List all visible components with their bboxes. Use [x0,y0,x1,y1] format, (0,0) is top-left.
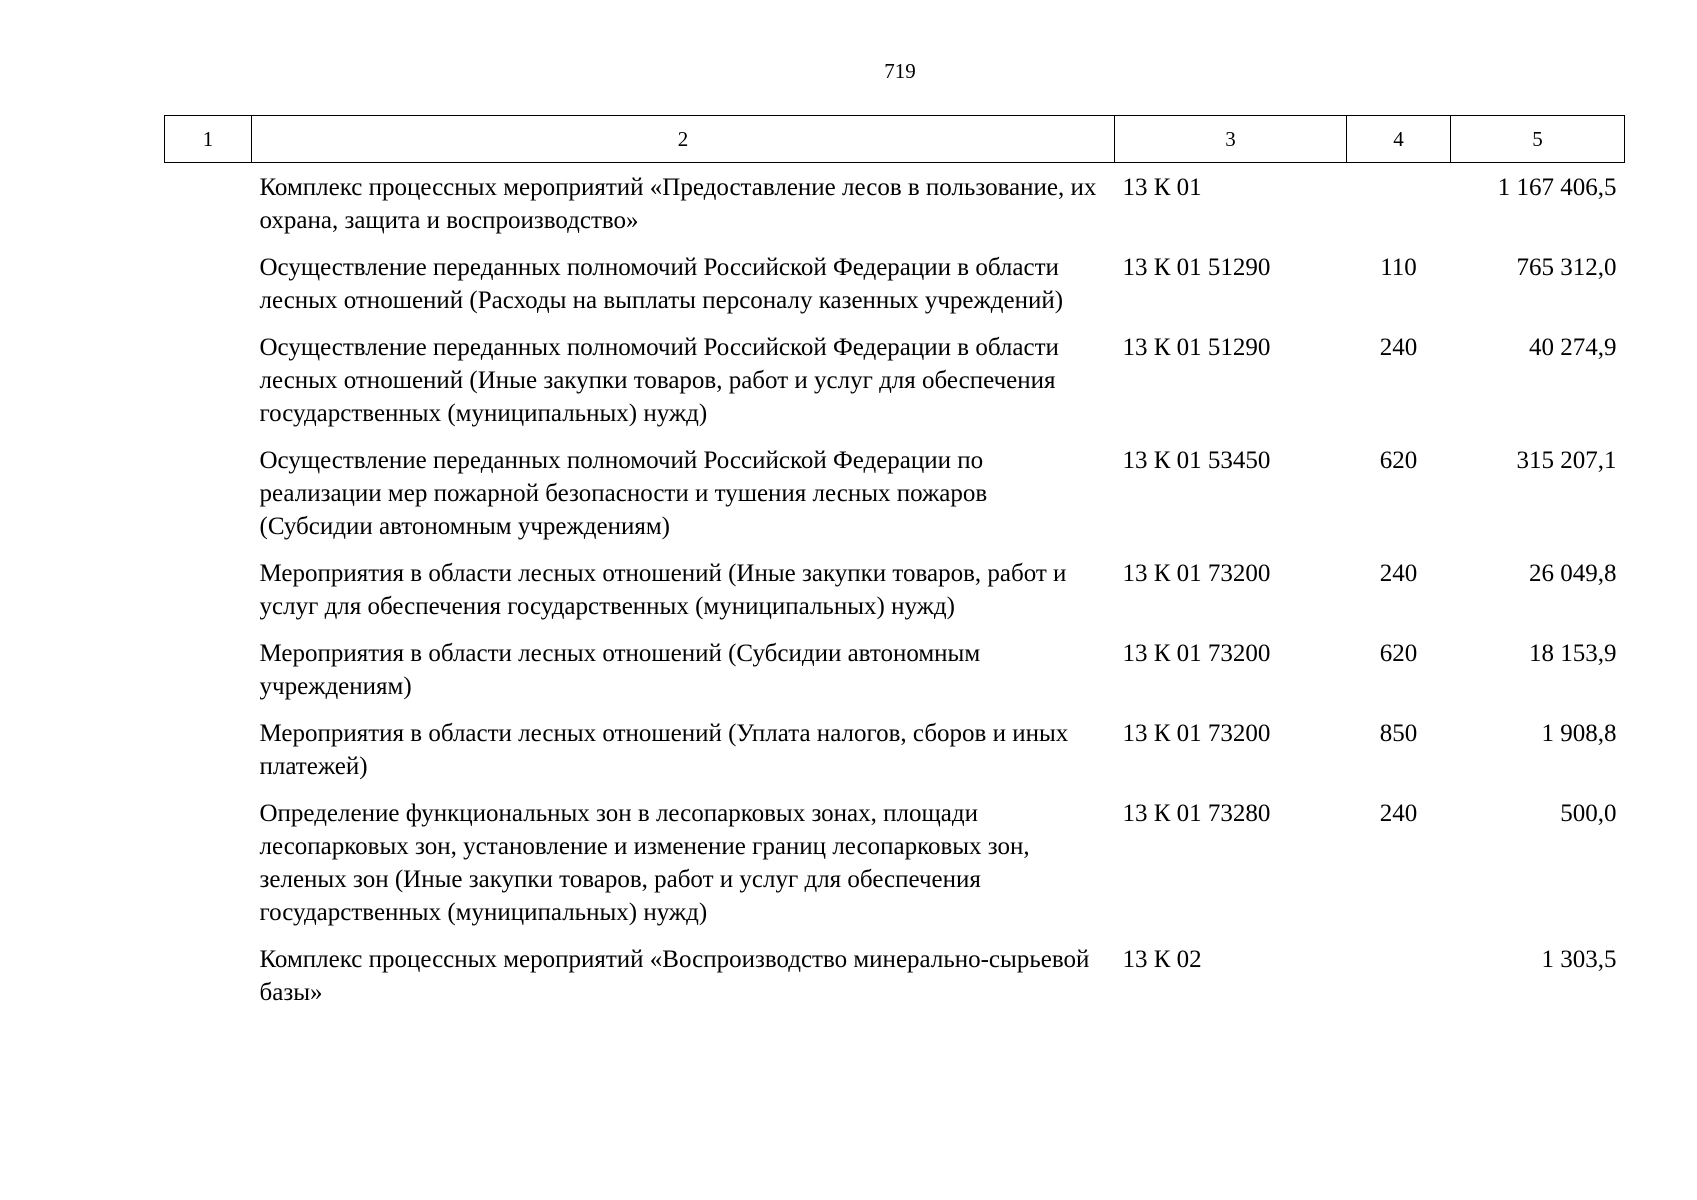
row-name: Комплекс процессных мероприятий «Предоставление лесов в пользование, их охрана, защита и воспроизводство» [259,174,1097,234]
row-name: Мероприятия в области лесных отношений (Иные закупки товаров, работ и услуг для обеспечения государственных (муниципальных) нужд) [259,560,1067,620]
row-name: Определение функциональных зон в лесопарковых зонах, площади лесопарковых зон, установление и изменение границ лесопарковых зон, зеленых зон (Иные закупки товаров, работ и услуг для обеспечения государственных (муниципальных) нужд) [259,800,1030,926]
row-code: 13 К 01 53450 [1122,447,1271,474]
row-index-cell [165,557,252,637]
row-index-cell [165,331,252,444]
page-number: 719 [884,59,916,83]
row-code: 13 К 01 73200 [1122,560,1271,587]
row-code: 13 К 01 73200 [1122,720,1271,747]
row-sum: 765 312,0 [1516,254,1617,281]
table-row [165,331,1625,444]
header-col-5: 5 [1451,116,1625,163]
row-code: 13 К 02 [1122,946,1202,973]
row-code: 13 К 01 [1122,174,1202,201]
row-code: 13 К 01 51290 [1122,254,1271,281]
row-type: 240 [1379,560,1418,587]
table-row [165,557,1625,637]
row-index-cell [165,637,252,717]
row-type: 240 [1379,334,1418,361]
row-code: 13 К 01 51290 [1122,334,1271,361]
table-row [165,637,1625,717]
budget-table [164,115,1625,1023]
table-row [165,163,1625,252]
row-index-cell [165,251,252,331]
row-index-cell [165,943,252,1023]
table-row [165,251,1625,331]
row-code: 13 К 01 73280 [1122,800,1271,827]
header-col-1: 1 [165,116,252,163]
table-row [165,444,1625,557]
row-index-cell [165,444,252,557]
row-type [1347,163,1451,252]
row-name: Осуществление переданных полномочий Российской Федерации в области лесных отношений (Расходы на выплаты персоналу казенных учреждений) [259,254,1064,314]
row-sum: 1 303,5 [1541,946,1617,973]
row-type: 620 [1379,640,1418,667]
row-name: Осуществление переданных полномочий Российской Федерации по реализации мер пожарной безопасности и тушения лесных пожаров (Субсидии автономным учреждениям) [259,447,988,540]
row-index-cell [165,717,252,797]
header-col-3: 3 [1115,116,1347,163]
header-col-4: 4 [1347,116,1451,163]
row-sum: 315 207,1 [1516,447,1617,474]
row-index-cell [165,163,252,252]
row-name: Комплекс процессных мероприятий «Воспроизводство минерально-сырьевой базы» [259,946,1090,1006]
header-col-2: 2 [252,116,1115,163]
row-sum: 18 153,9 [1529,640,1617,667]
row-sum: 40 274,9 [1529,334,1617,361]
row-type: 850 [1379,720,1418,747]
table-row [165,797,1625,943]
table-row [165,943,1625,1023]
row-sum: 1 167 406,5 [1497,174,1617,201]
row-sum: 500,0 [1560,800,1617,827]
row-name: Мероприятия в области лесных отношений (Субсидии автономным учреждениям) [259,640,981,700]
row-name: Мероприятия в области лесных отношений (Уплата налогов, сборов и иных платежей) [259,720,1069,780]
row-sum: 1 908,8 [1541,720,1617,747]
table-row [165,717,1625,797]
row-type: 110 [1380,254,1417,281]
row-index-cell [165,797,252,943]
header-row [165,116,1625,163]
row-type: 240 [1379,800,1418,827]
row-type: 620 [1379,447,1418,474]
row-sum: 26 049,8 [1529,560,1617,587]
row-type [1347,943,1451,1023]
row-name: Осуществление переданных полномочий Российской Федерации в области лесных отношений (Иные закупки товаров, работ и услуг для обеспечения государственных (муниципальных) нужд) [259,334,1059,427]
row-code: 13 К 01 73200 [1122,640,1271,667]
